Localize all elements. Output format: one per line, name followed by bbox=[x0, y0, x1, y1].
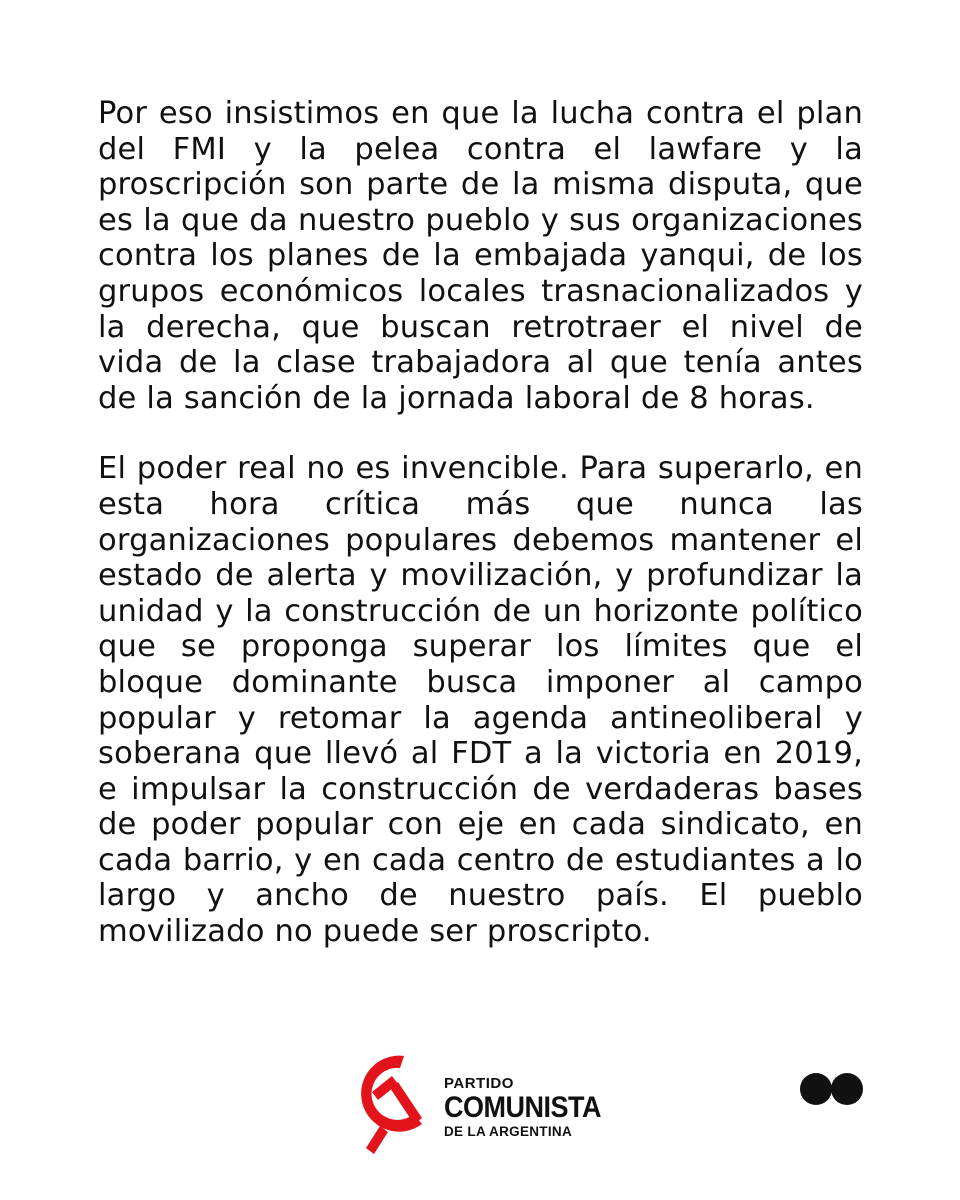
logo-line-partido: PARTIDO bbox=[444, 1075, 514, 1092]
two-dots-icon bbox=[800, 1072, 864, 1106]
paragraph-1: Por eso insistimos en que la lucha contra el plan del FMI y la pelea contra el lawfare y la proscripción son parte de la misma disputa, que es la que da nuestro pueblo y sus organizaciones contra los planes de la embajada yanqui, de los grupos económicos locales trasnacionalizados y la derecha, que buscan retrotraer el nivel de vida de la clase trabajadora al que tenía antes de la sanción de la jornada laboral de 8 horas. bbox=[98, 96, 863, 416]
logo-line-comunista: COMUNISTA bbox=[444, 1090, 601, 1124]
statement-text bbox=[98, 96, 863, 950]
hammer-sickle-icon bbox=[356, 1048, 440, 1158]
party-logo bbox=[356, 1048, 616, 1160]
paragraph-2: El poder real no es invencible. Para superarlo, en esta hora crítica más que nunca las organizaciones populares debemos mantener el estado de alerta y movilización, y profundizar la unidad y la construcción de un horizonte político que se proponga superar los límites que el bloque dominante busca imponer al campo popular y retomar la agenda antineoliberal y soberana que llevó al FDT a la victoria en 2019, e impulsar la construcción de verdaderas bases de poder popular con eje en cada sindicato, en cada barrio, y en cada centro de estudiantes a lo largo y ancho de nuestro país. El pueblo movilizado no puede ser proscripto. bbox=[98, 451, 863, 950]
logo-line-argentina: DE LA ARGENTINA bbox=[444, 1124, 572, 1139]
logo-wordmark bbox=[444, 1076, 601, 1139]
